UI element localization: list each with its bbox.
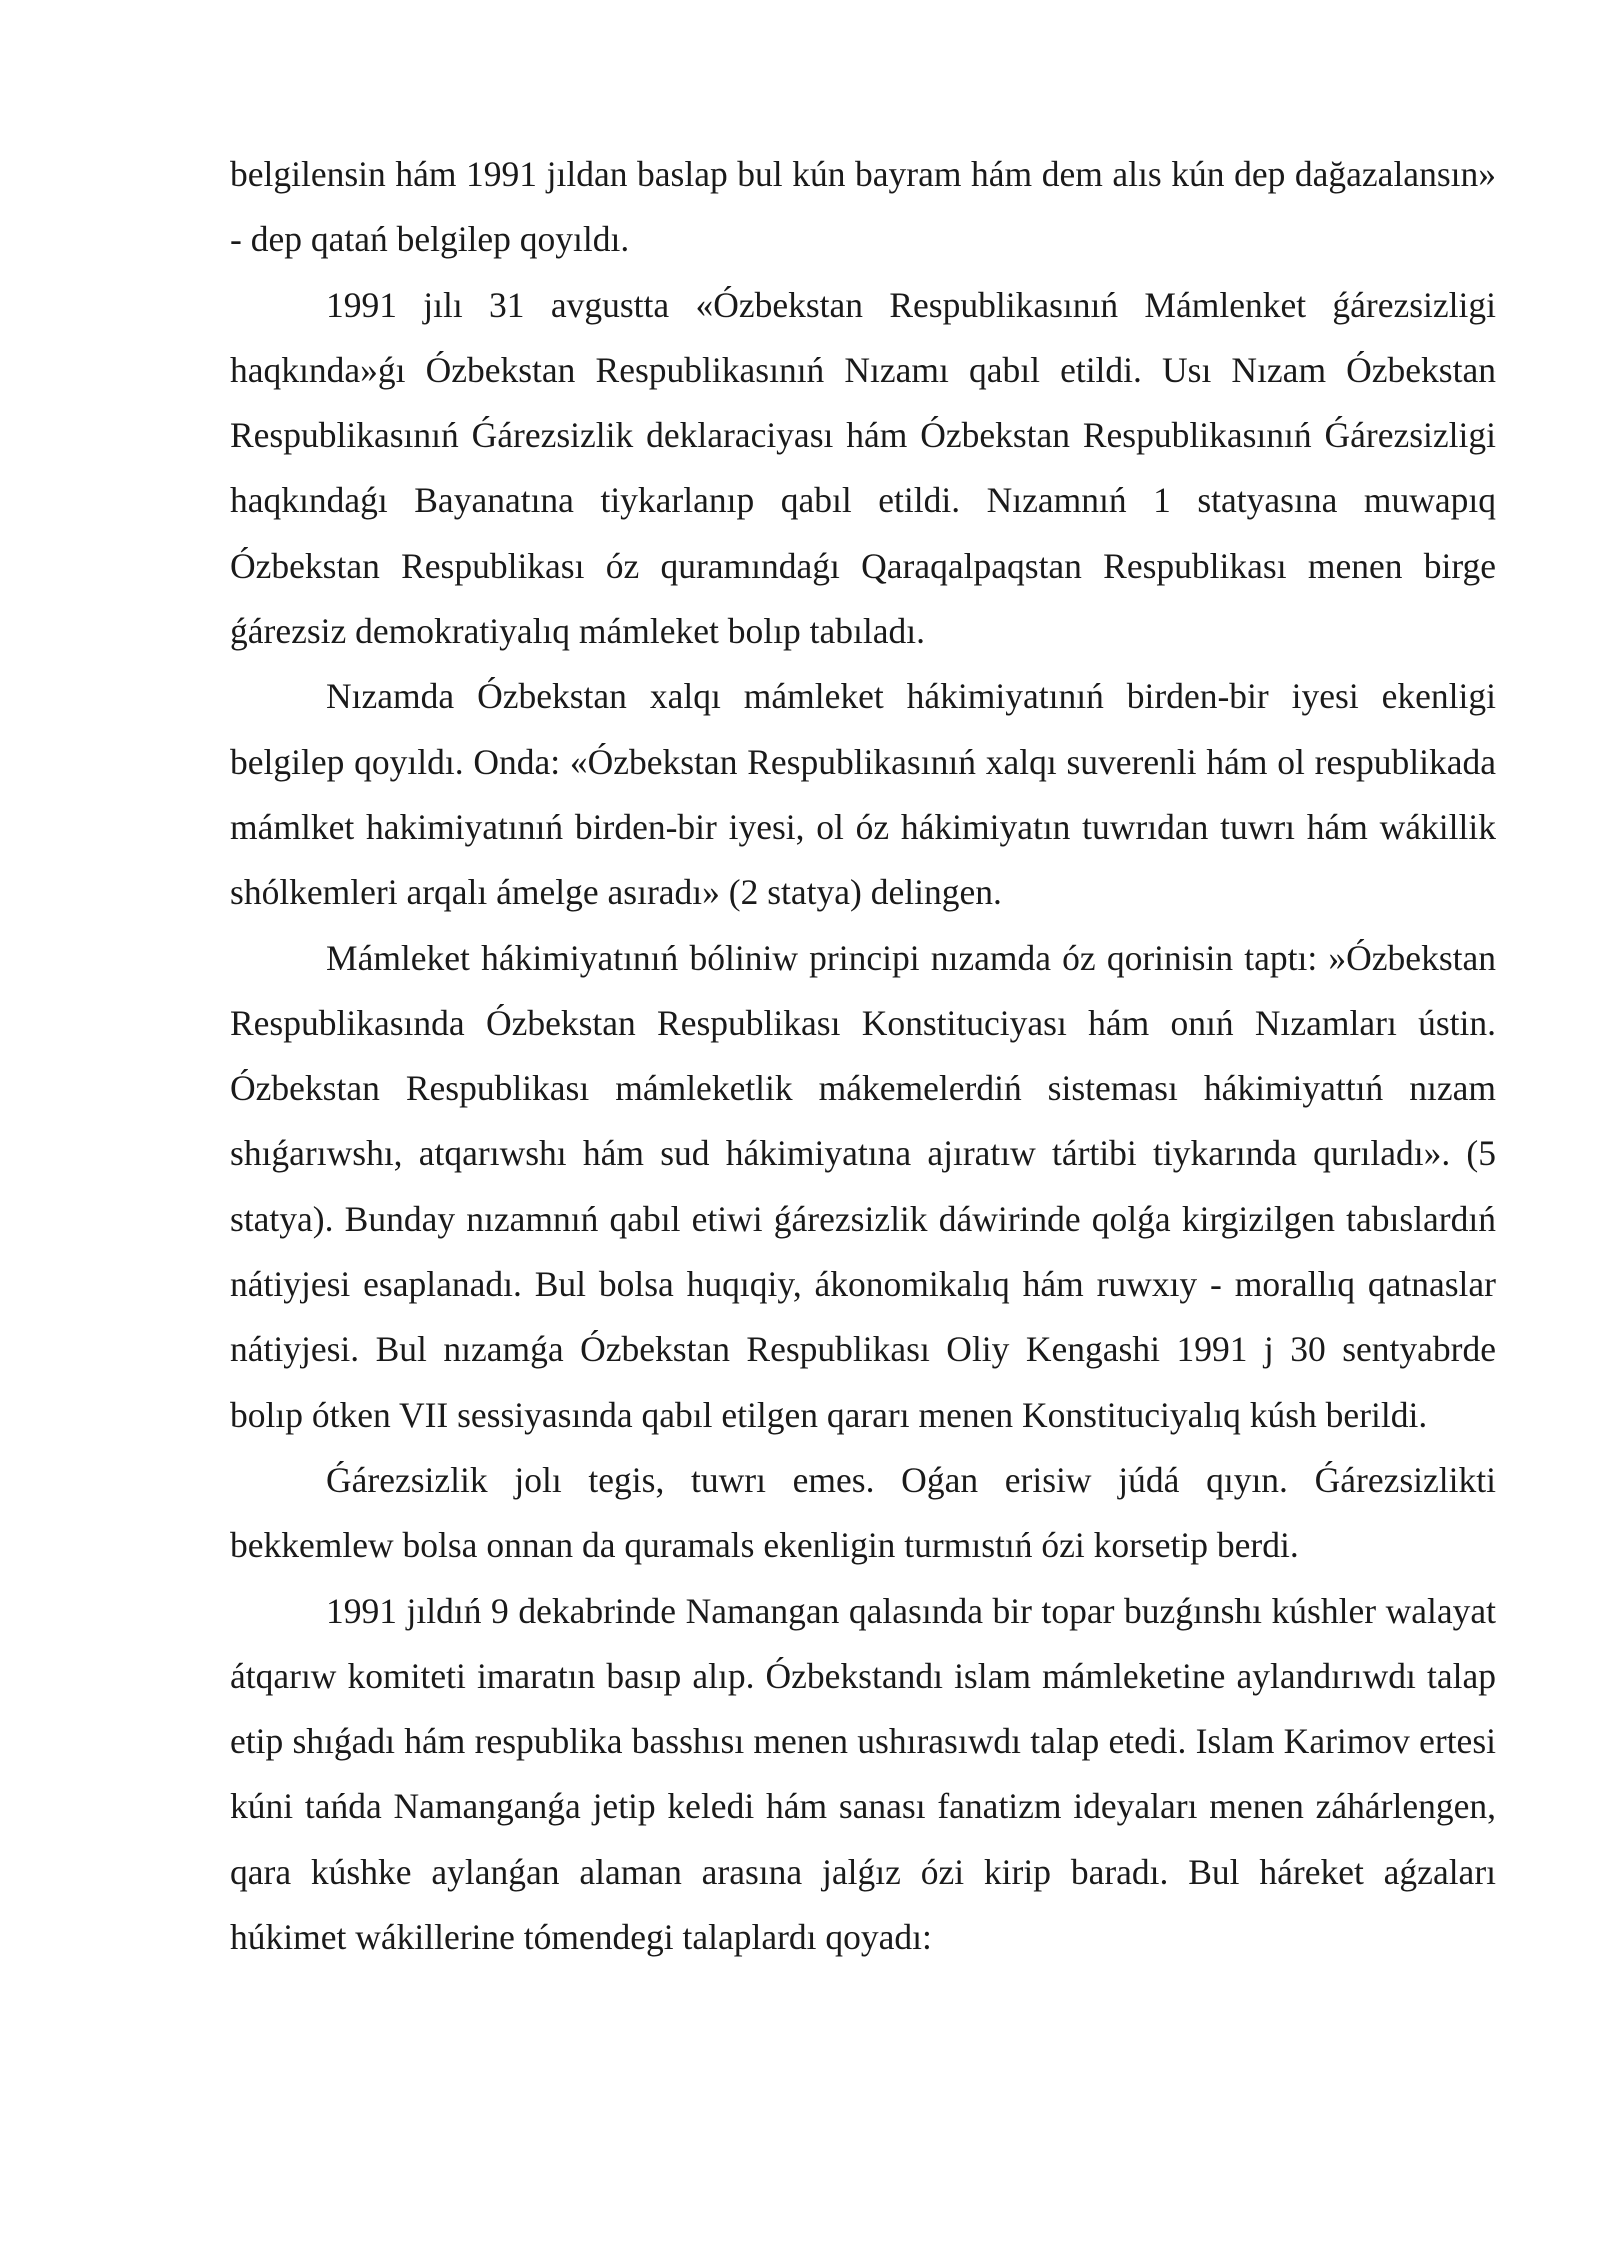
paragraph-4: Mámleket hákimiyatınıń bóliniw principi nızamda óz qorinisin taptı: »Ózbekstan Respublikasında Ózbekstan Respublikası Konstituciyası hám onıń Nızamları ústin. Ózbekstan Respublikası mámleketlik mákemelerdiń sisteması hákimiyattıń nızam shıǵarıwshı, atqarıwshı hám sud hákimiyatına ajıratıw tártibi tiykarında qurıladı». (5 statya). Bunday nızamnıń qabıl etiwi ǵárezsizlik dáwirinde qolǵa kirgizilgen tabıslardıń nátiyjesi esaplanadı. Bul bolsa huqıqiy, ákonomikalıq hám ruwxıy - morallıq qatnaslar nátiyjesi. Bul nızamǵa Ózbekstan Respublikası Oliy Kengashi 1991 j 30 sentyabrde bolıp ótken VII sessiyasında qabıl etilgen qararı menen Konstituciyalıq kúsh berildi.	[230, 937, 1496, 1435]
paragraph-1: belgilensin hám 1991 jıldan baslap bul kún bayram hám dem alıs kún dep dağazalansın» - dep qatań belgilep qoyıldı.	[230, 154, 1496, 260]
document-page	[230, 142, 1496, 1970]
paragraph-2: 1991 jılı 31 avgustta «Ózbekstan Respublikasınıń Mámlenket ǵárezsizligi haqkında»ǵı Ózbekstan Respublikasınıń Nızamı qabıl etildi. Usı Nızam Ózbekstan Respublikasınıń Ǵárezsizlik deklaraciyası hám Ózbekstan Respublikasınıń Ǵárezsizligi haqkındaǵı Bayanatına tiykarlanıp qabıl etildi. Nızamnıń 1 statyasına muwapıq Ózbekstan Respublikası óz quramındaǵı Qaraqalpaqstan Respublikası menen birge ǵárezsiz demokratiyalıq mámleket bolıp tabıladı.	[230, 284, 1496, 652]
paragraph-5: Ǵárezsizlik jolı tegis, tuwrı emes. Oǵan erisiw júdá qıyın. Ǵárezsizlikti bekkemlew bolsa onnan da quramals ekenligin turmıstıń ózi korsetip berdi.	[230, 1459, 1496, 1566]
paragraph-6: 1991 jıldıń 9 dekabrinde Namangan qalasında bir topar buzǵınshı kúshler walayat átqarıw komiteti imaratın basıp alıp. Ózbekstandı islam mámleketine aylandırıwdı talap etip shıǵadı hám respublika basshısı menen ushırasıwdı talap etedi. Islam Karimov ertesi kúni tańda Namanganǵa jetip keledi hám sanası fanatizm ideyaları menen záhárlengen, qara kúshke aylanǵan alaman arasına jalǵız ózi kirip baradı. Bul háreket aǵzaları húkimet wákillerine tómendegi talaplardı qoyadı:	[230, 1590, 1496, 1958]
paragraph-3: Nızamda Ózbekstan xalqı mámleket hákimiyatınıń birden-bir iyesi ekenligi belgilep qoyıldı. Onda: «Ózbekstan Respublikasınıń xalqı suverenli hám ol respublikada mámlket hakimiyatınıń birden-bir iyesi, ol óz hákimiyatın tuwrıdan tuwrı hám wákillik shólkemleri arqalı ámelge asıradı» (2 statya) delingen.	[230, 676, 1496, 913]
